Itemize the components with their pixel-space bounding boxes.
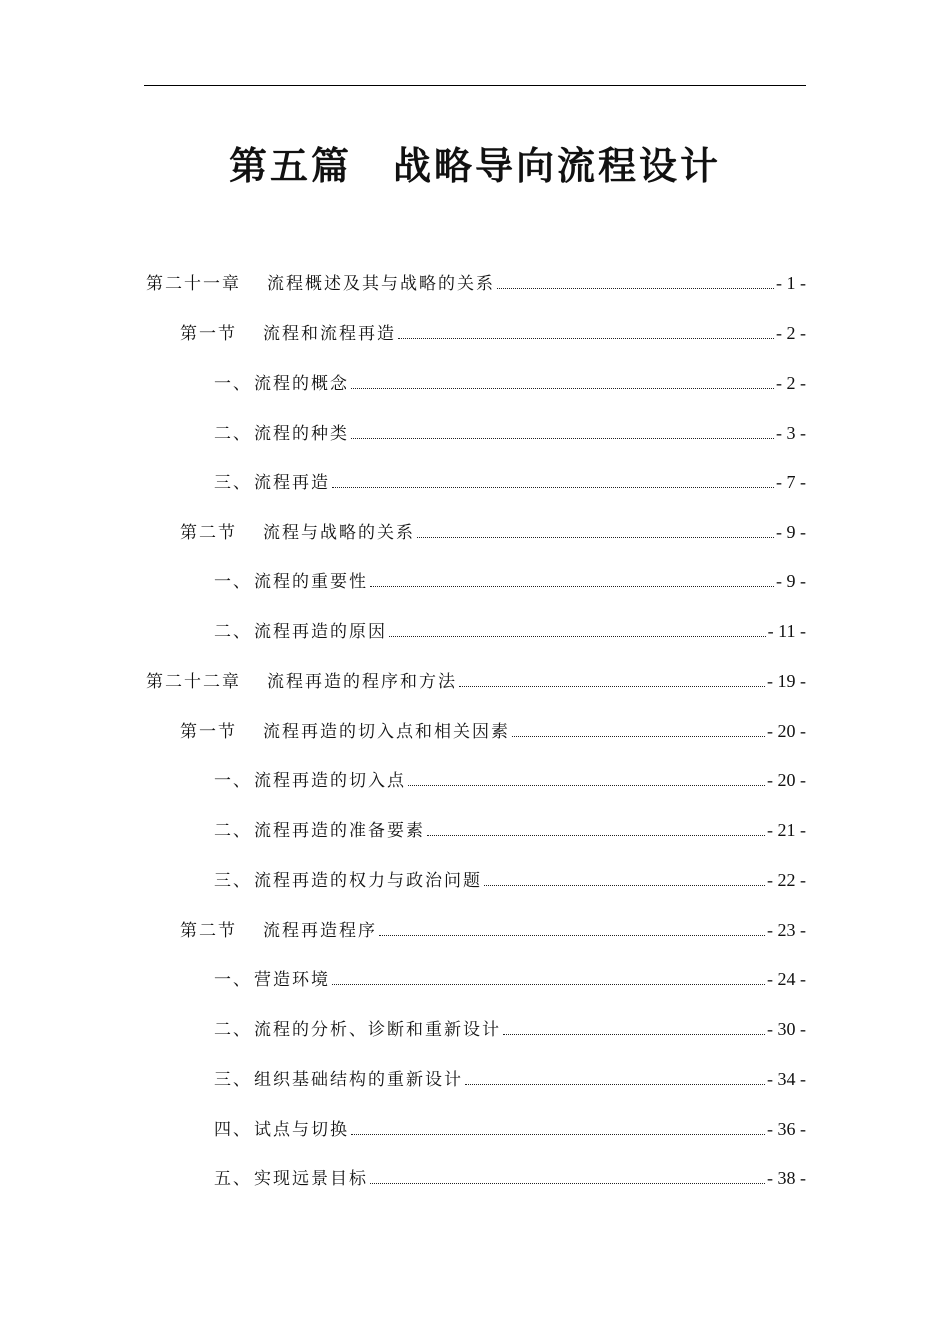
dot-leader — [398, 338, 774, 339]
toc-entry-section[interactable] — [180, 320, 806, 346]
toc-entry-page: - 22 - — [767, 870, 806, 890]
toc-entry-section[interactable] — [180, 519, 806, 545]
toc-entry-item[interactable] — [214, 1116, 806, 1142]
toc-entry-page: - 2 - — [776, 323, 806, 343]
dot-leader — [459, 686, 765, 687]
toc-entry-title: 组织基础结构的重新设计 — [254, 1070, 463, 1090]
toc-entry-page: - 1 - — [776, 273, 806, 293]
toc-entry-page: - 34 - — [767, 1069, 806, 1089]
toc-entry-item[interactable] — [214, 568, 806, 594]
toc-entry-item[interactable] — [214, 618, 806, 644]
toc-entry-number: 二、 — [214, 1020, 252, 1040]
toc-entry-number: 二、 — [214, 424, 252, 444]
toc-entry-item[interactable] — [214, 966, 806, 992]
toc-entry-title: 流程再造的切入点 — [254, 771, 406, 791]
toc-entry-item[interactable] — [214, 420, 806, 446]
toc-entry-page: - 23 - — [767, 920, 806, 940]
toc-entry-number: 一、 — [214, 771, 252, 791]
toc-entry-page: - 9 - — [776, 522, 806, 542]
toc-entry-item[interactable] — [214, 867, 806, 893]
toc-entry-number: 三、 — [214, 473, 252, 493]
toc-entry-title: 营造环境 — [254, 970, 330, 990]
toc-entry-title: 流程再造 — [254, 473, 330, 493]
dot-leader — [379, 935, 765, 936]
toc-entry-page: - 20 - — [767, 721, 806, 741]
toc-entry-number: 四、 — [214, 1120, 252, 1140]
toc-entry-page: - 30 - — [767, 1019, 806, 1039]
dot-leader — [484, 885, 765, 886]
toc-entry-number: 第二节 — [180, 921, 237, 941]
toc-entry-page: - 38 - — [767, 1168, 806, 1188]
toc-entry-number: 五、 — [214, 1169, 252, 1189]
toc-entry-page: - 24 - — [767, 969, 806, 989]
dot-leader — [370, 1183, 765, 1184]
toc-entry-title: 流程和流程再造 — [263, 324, 396, 344]
toc-entry-number: 三、 — [214, 871, 252, 891]
toc-entry-page: - 20 - — [767, 770, 806, 790]
toc-entry-number: 第二十一章 — [146, 274, 241, 294]
toc-entry-page: - 9 - — [776, 571, 806, 591]
dot-leader — [389, 636, 766, 637]
document-title: 第五篇 战略导向流程设计 — [228, 143, 721, 188]
toc-entry-title: 流程再造的程序和方法 — [267, 672, 457, 692]
toc-entry-item[interactable] — [214, 767, 806, 793]
toc-entry-item[interactable] — [214, 817, 806, 843]
toc-entry-item[interactable] — [214, 370, 806, 396]
toc-entry-page: - 3 - — [776, 423, 806, 443]
toc-entry-number: 第一节 — [180, 324, 237, 344]
toc-entry-title: 流程再造程序 — [263, 921, 377, 941]
toc-entry-title: 流程概述及其与战略的关系 — [267, 274, 495, 294]
toc-entry-section[interactable] — [180, 718, 806, 744]
toc-entry-title: 流程的种类 — [254, 424, 349, 444]
toc-entry-title: 流程与战略的关系 — [263, 523, 415, 543]
toc-entry-page: - 21 - — [767, 820, 806, 840]
toc-entry-chapter[interactable] — [146, 668, 806, 694]
toc-entry-title: 流程的分析、诊断和重新设计 — [254, 1020, 501, 1040]
dot-leader — [351, 1134, 765, 1135]
toc-entry-title: 流程再造的准备要素 — [254, 821, 425, 841]
toc-entry-title: 实现远景目标 — [254, 1169, 368, 1189]
toc-entry-page: - 2 - — [776, 373, 806, 393]
dot-leader — [427, 835, 765, 836]
toc-entry-title: 流程的概念 — [254, 374, 349, 394]
toc-entry-title: 流程的重要性 — [254, 572, 368, 592]
toc-entry-number: 一、 — [214, 374, 252, 394]
toc-entry-title: 试点与切换 — [254, 1120, 349, 1140]
toc-entry-item[interactable] — [214, 469, 806, 495]
toc-entry-item[interactable] — [214, 1066, 806, 1092]
dot-leader — [465, 1084, 765, 1085]
toc-entry-number: 第二十二章 — [146, 672, 241, 692]
toc-entry-item[interactable] — [214, 1165, 806, 1191]
dot-leader — [332, 984, 765, 985]
dot-leader — [351, 388, 774, 389]
toc-entry-number: 第一节 — [180, 722, 237, 742]
toc-entry-number: 二、 — [214, 622, 252, 642]
toc-entry-section[interactable] — [180, 917, 806, 943]
toc-entry-page: - 11 - — [767, 621, 806, 641]
toc-entry-page: - 36 - — [767, 1119, 806, 1139]
dot-leader — [351, 438, 774, 439]
toc-entry-title: 流程再造的切入点和相关因素 — [263, 722, 510, 742]
toc-entry-number: 第二节 — [180, 523, 237, 543]
dot-leader — [497, 288, 774, 289]
dot-leader — [512, 736, 765, 737]
toc-entry-page: - 19 - — [767, 671, 806, 691]
dot-leader — [370, 586, 774, 587]
toc-entry-number: 一、 — [214, 970, 252, 990]
dot-leader — [417, 537, 774, 538]
dot-leader — [332, 487, 774, 488]
toc-entry-chapter[interactable] — [146, 270, 806, 296]
toc-entry-item[interactable] — [214, 1016, 806, 1042]
toc-entry-number: 三、 — [214, 1070, 252, 1090]
dot-leader — [408, 785, 765, 786]
toc-entry-title: 流程再造的原因 — [254, 622, 387, 642]
toc-entry-title: 流程再造的权力与政治问题 — [254, 871, 482, 891]
toc-entry-page: - 7 - — [776, 472, 806, 492]
toc-entry-number: 一、 — [214, 572, 252, 592]
dot-leader — [503, 1034, 765, 1035]
toc-entry-number: 二、 — [214, 821, 252, 841]
